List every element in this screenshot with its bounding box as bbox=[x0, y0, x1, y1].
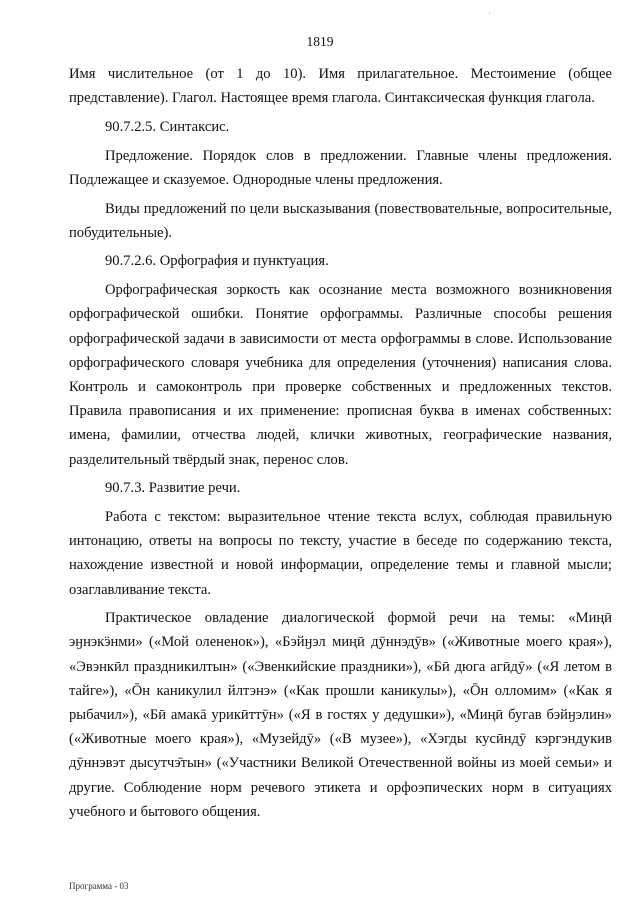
scan-mark: · bbox=[488, 8, 491, 18]
paragraph-syntax-sentence: Предложение. Порядок слов в предложении. Главные члены предложения. Подлежащее и сказуемое. Однородные члены предложения. bbox=[69, 147, 612, 188]
paragraph-dialogue-topics: Практическое овладение диалогической формой речи на темы: «Миңӣ эӈнэкӭнми» («Мой олененок»), «Бэйӈэл миңӣ дӯннэдӯв» («Животные моего края»), «Эвэнкӣл праздникилтын» («Эвенкийские праздники»), «Бӣ дюга агӣдӯ» («Я летом в тайге»), «Ōн каникулил йлтэнэ» («Как прошли каникулы»), «Ōн олломим» («Как я рыбачил»), «Бӣ амакā урикӣттӯн» («Я в гостях у дедушки»), «Миңӣ бугав бэйӈэлин» («Животные моего края»), «Музейдӯ» («В музее»), «Хэгды кусӣндӯ кэргэндукив дӯннэвэт дысутчэ̄тын» («Участники Великой Отечественной войны из моей семьи» и другие. Соблюдение норм речевого этикета и орфоэпических норм в ситуациях учебного и бытового общения. bbox=[69, 610, 612, 820]
page-number: 1819 bbox=[306, 34, 334, 49]
section-heading-speech-development: 90.7.3. Развитие речи. bbox=[105, 480, 241, 497]
section-heading-orthography: 90.7.2.6. Орфография и пунктуация. bbox=[105, 253, 329, 270]
paragraph-morphology-continued: Имя числительное (от 1 до 10). Имя прилагательное. Местоимение (общее представление). Глагол. Настоящее время глагола. Синтаксическая функция глагола. bbox=[69, 66, 612, 107]
paragraph-text-work: Работа с текстом: выразительное чтение текста вслух, соблюдая правильную интонацию, ответы на вопросы по тексту, участие в беседе по содержанию текста, нахождение известной и новой информации, определение темы и главной мысли; озаглавливание текста. bbox=[69, 508, 612, 598]
paragraph-orthography: Орфографическая зоркость как осознание места возможного возникновения орфографической ошибки. Понятие орфограммы. Различные способы решения орфографической задачи в зависимости от места орфограммы в слове. Использование орфографического словаря учебника для определения (уточнения) написания слова. Контроль и самоконтроль при проверке собственных и предложенных текстов. Правила правописания и их применение: прописная буква в именах собственных: имена, фамилии, отчества людей, клички животных, географические названия, разделительный твёрдый знак, перенос слов. bbox=[69, 282, 612, 468]
page-footer: Программа - 03 bbox=[69, 881, 129, 891]
document-body bbox=[69, 62, 612, 824]
paragraph-sentence-types: Виды предложений по цели высказывания (повествовательные, вопросительные, побудительные). bbox=[69, 200, 612, 241]
section-heading-syntax: 90.7.2.5. Синтаксис. bbox=[105, 118, 230, 135]
